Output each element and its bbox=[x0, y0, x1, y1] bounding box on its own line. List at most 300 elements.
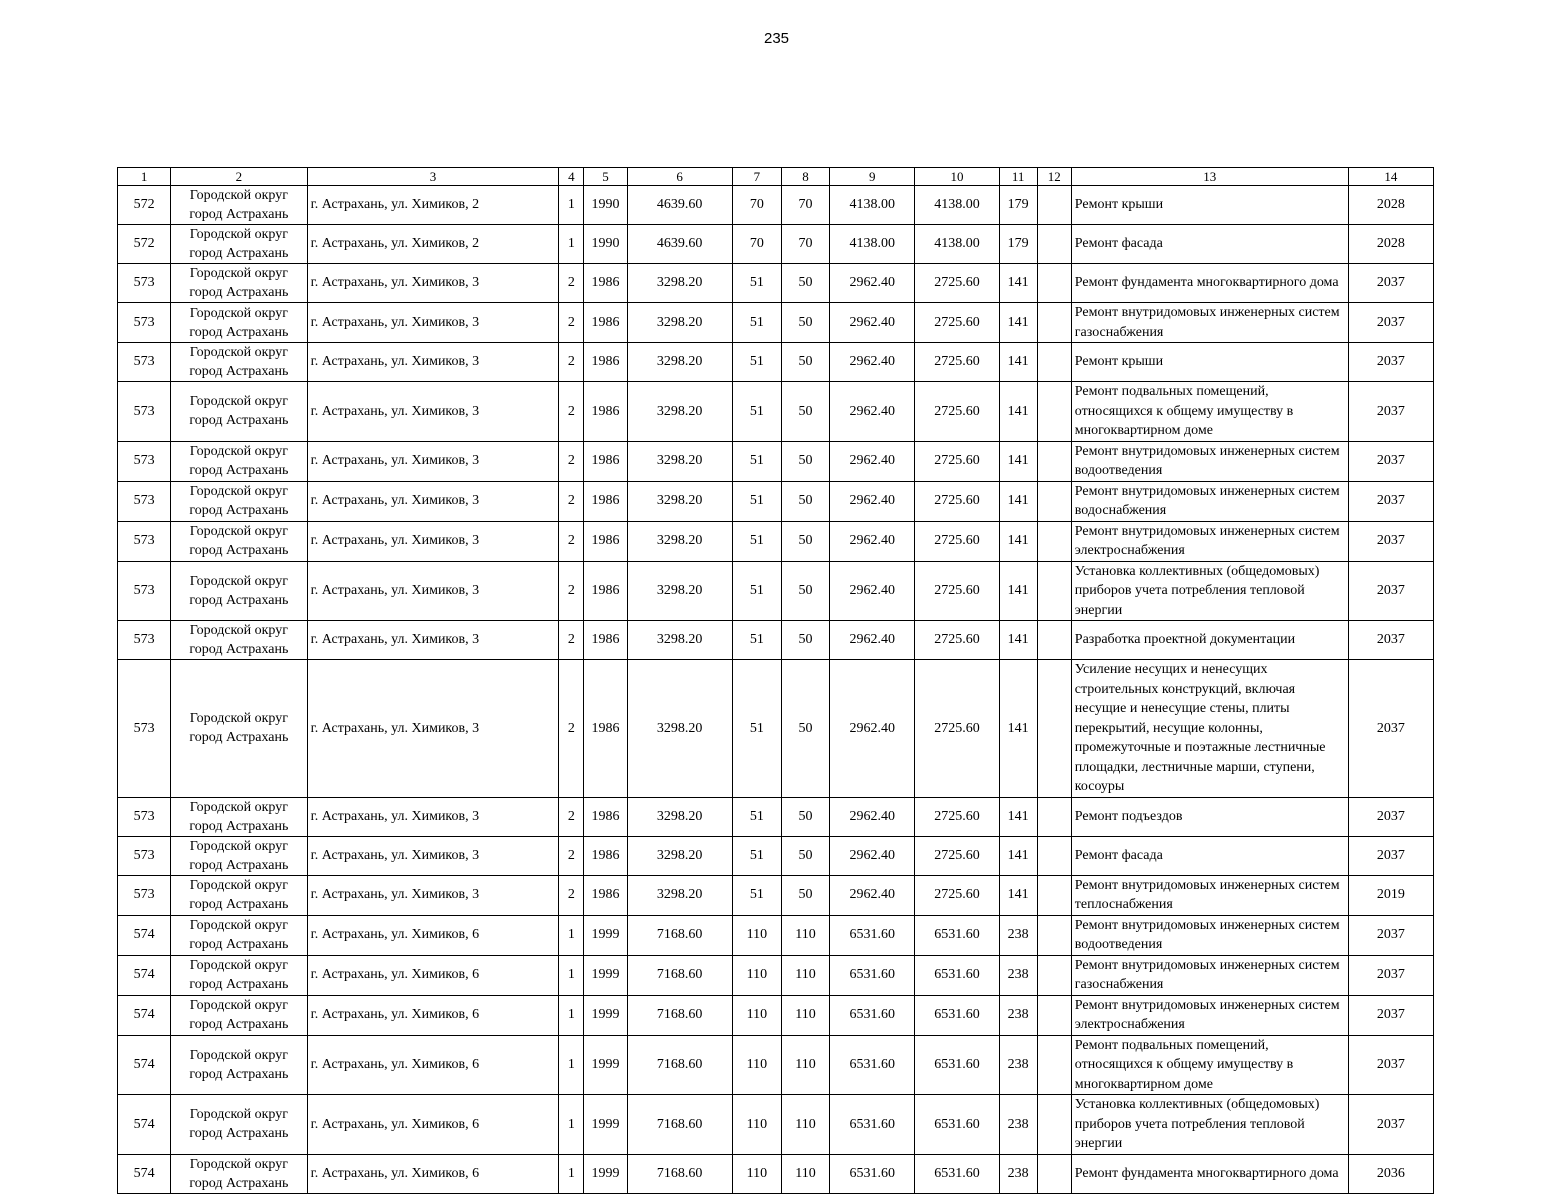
capital-repair-table bbox=[117, 167, 1434, 1194]
col-apartments: 70 bbox=[732, 225, 781, 264]
col-number: 573 bbox=[118, 441, 171, 481]
col-floors: 1 bbox=[559, 915, 584, 955]
col-number: 573 bbox=[118, 521, 171, 561]
col-area-living: 2962.40 bbox=[830, 836, 915, 875]
col-area-living: 2962.40 bbox=[830, 875, 915, 915]
col-area-living: 2962.40 bbox=[830, 797, 915, 836]
col-address: г. Астрахань, ул. Химиков, 3 bbox=[307, 521, 559, 561]
col-count: 141 bbox=[999, 875, 1037, 915]
col-year: 1986 bbox=[584, 836, 627, 875]
table-row bbox=[118, 955, 1434, 995]
col-residents: 50 bbox=[781, 875, 829, 915]
col-work-type: Ремонт подвальных помещений, относящихся к общему имуществу в многоквартирном доме bbox=[1071, 1035, 1348, 1095]
col-area-residential: 2725.60 bbox=[915, 343, 999, 382]
col-municipality: Городской округ город Астрахань bbox=[171, 264, 307, 303]
col-floors: 1 bbox=[559, 955, 584, 995]
col-area-total: 4639.60 bbox=[627, 225, 732, 264]
col-apartments: 110 bbox=[732, 915, 781, 955]
col-address: г. Астрахань, ул. Химиков, 3 bbox=[307, 343, 559, 382]
col-plan-year: 2037 bbox=[1348, 343, 1433, 382]
col-work-type: Ремонт внутридомовых инженерных систем газоснабжения bbox=[1071, 955, 1348, 995]
col-floors: 2 bbox=[559, 303, 584, 343]
col-count: 238 bbox=[999, 1154, 1037, 1193]
table-row bbox=[118, 1154, 1434, 1193]
header-cell-10: 10 bbox=[915, 168, 999, 186]
col-residents: 50 bbox=[781, 343, 829, 382]
col-municipality: Городской округ город Астрахань bbox=[171, 382, 307, 442]
col-plan-year: 2037 bbox=[1348, 955, 1433, 995]
col-residents: 110 bbox=[781, 1154, 829, 1193]
table-header bbox=[118, 168, 1434, 186]
header-cell-3: 3 bbox=[307, 168, 559, 186]
col-municipality: Городской округ город Астрахань bbox=[171, 521, 307, 561]
col-address: г. Астрахань, ул. Химиков, 6 bbox=[307, 915, 559, 955]
col-residents: 50 bbox=[781, 621, 829, 660]
col-year: 1999 bbox=[584, 955, 627, 995]
col-municipality: Городской округ город Астрахань bbox=[171, 1095, 307, 1155]
col-address: г. Астрахань, ул. Химиков, 3 bbox=[307, 481, 559, 521]
col-municipality: Городской округ город Астрахань bbox=[171, 225, 307, 264]
table-row bbox=[118, 660, 1434, 798]
col-address: г. Астрахань, ул. Химиков, 3 bbox=[307, 382, 559, 442]
col-apartments: 51 bbox=[732, 797, 781, 836]
table-row bbox=[118, 186, 1434, 225]
header-row bbox=[118, 168, 1434, 186]
col-area-total: 7168.60 bbox=[627, 1035, 732, 1095]
col-plan-year: 2037 bbox=[1348, 264, 1433, 303]
col-number: 573 bbox=[118, 561, 171, 621]
page-number: 235 bbox=[763, 30, 790, 47]
col-municipality: Городской округ город Астрахань bbox=[171, 621, 307, 660]
col-work-type: Ремонт фундамента многоквартирного дома bbox=[1071, 1154, 1348, 1193]
col-apartments: 51 bbox=[732, 303, 781, 343]
header-cell-4: 4 bbox=[559, 168, 584, 186]
header-cell-11: 11 bbox=[999, 168, 1037, 186]
col-count: 179 bbox=[999, 225, 1037, 264]
col-floors: 2 bbox=[559, 836, 584, 875]
col-residents: 50 bbox=[781, 481, 829, 521]
col-number: 574 bbox=[118, 1095, 171, 1155]
col-year: 1986 bbox=[584, 660, 627, 798]
col-number: 574 bbox=[118, 955, 171, 995]
col-number: 573 bbox=[118, 343, 171, 382]
col-area-total: 3298.20 bbox=[627, 441, 732, 481]
col-area-total: 3298.20 bbox=[627, 521, 732, 561]
col-12 bbox=[1037, 186, 1071, 225]
col-plan-year: 2037 bbox=[1348, 441, 1433, 481]
col-area-living: 2962.40 bbox=[830, 343, 915, 382]
col-apartments: 51 bbox=[732, 875, 781, 915]
col-area-total: 3298.20 bbox=[627, 797, 732, 836]
col-area-living: 6531.60 bbox=[830, 955, 915, 995]
col-floors: 2 bbox=[559, 481, 584, 521]
col-year: 1986 bbox=[584, 621, 627, 660]
col-12 bbox=[1037, 836, 1071, 875]
col-area-living: 6531.60 bbox=[830, 1154, 915, 1193]
col-floors: 2 bbox=[559, 660, 584, 798]
table-row bbox=[118, 441, 1434, 481]
col-work-type: Ремонт внутридомовых инженерных систем водоотведения bbox=[1071, 441, 1348, 481]
col-area-residential: 6531.60 bbox=[915, 1035, 999, 1095]
col-work-type: Ремонт внутридомовых инженерных систем газоснабжения bbox=[1071, 303, 1348, 343]
col-address: г. Астрахань, ул. Химиков, 3 bbox=[307, 621, 559, 660]
col-area-residential: 2725.60 bbox=[915, 836, 999, 875]
col-area-total: 3298.20 bbox=[627, 660, 732, 798]
col-count: 238 bbox=[999, 1035, 1037, 1095]
col-number: 573 bbox=[118, 481, 171, 521]
col-12 bbox=[1037, 521, 1071, 561]
col-municipality: Городской округ город Астрахань bbox=[171, 995, 307, 1035]
col-apartments: 51 bbox=[732, 343, 781, 382]
col-address: г. Астрахань, ул. Химиков, 2 bbox=[307, 186, 559, 225]
col-year: 1986 bbox=[584, 303, 627, 343]
col-area-total: 3298.20 bbox=[627, 621, 732, 660]
col-count: 141 bbox=[999, 382, 1037, 442]
col-plan-year: 2037 bbox=[1348, 1095, 1433, 1155]
col-floors: 1 bbox=[559, 225, 584, 264]
col-area-living: 2962.40 bbox=[830, 441, 915, 481]
col-year: 1990 bbox=[584, 225, 627, 264]
col-area-total: 7168.60 bbox=[627, 995, 732, 1035]
col-work-type: Ремонт внутридомовых инженерных систем теплоснабжения bbox=[1071, 875, 1348, 915]
table-row bbox=[118, 561, 1434, 621]
table-row bbox=[118, 995, 1434, 1035]
col-floors: 2 bbox=[559, 382, 584, 442]
col-apartments: 51 bbox=[732, 836, 781, 875]
col-address: г. Астрахань, ул. Химиков, 3 bbox=[307, 303, 559, 343]
col-count: 141 bbox=[999, 561, 1037, 621]
col-number: 574 bbox=[118, 915, 171, 955]
col-number: 573 bbox=[118, 382, 171, 442]
col-area-total: 3298.20 bbox=[627, 382, 732, 442]
header-cell-5: 5 bbox=[584, 168, 627, 186]
col-address: г. Астрахань, ул. Химиков, 6 bbox=[307, 1095, 559, 1155]
header-cell-6: 6 bbox=[627, 168, 732, 186]
col-area-total: 3298.20 bbox=[627, 264, 732, 303]
col-address: г. Астрахань, ул. Химиков, 3 bbox=[307, 660, 559, 798]
col-apartments: 110 bbox=[732, 1095, 781, 1155]
col-12 bbox=[1037, 382, 1071, 442]
col-municipality: Городской округ город Астрахань bbox=[171, 561, 307, 621]
col-plan-year: 2037 bbox=[1348, 303, 1433, 343]
col-12 bbox=[1037, 1035, 1071, 1095]
col-count: 141 bbox=[999, 343, 1037, 382]
col-floors: 1 bbox=[559, 186, 584, 225]
col-area-living: 6531.60 bbox=[830, 915, 915, 955]
col-floors: 1 bbox=[559, 1154, 584, 1193]
col-area-total: 3298.20 bbox=[627, 303, 732, 343]
col-municipality: Городской округ город Астрахань bbox=[171, 836, 307, 875]
col-municipality: Городской округ город Астрахань bbox=[171, 303, 307, 343]
col-year: 1986 bbox=[584, 521, 627, 561]
table-row bbox=[118, 225, 1434, 264]
col-residents: 50 bbox=[781, 303, 829, 343]
col-year: 1986 bbox=[584, 561, 627, 621]
col-work-type: Ремонт внутридомовых инженерных систем водоснабжения bbox=[1071, 481, 1348, 521]
col-area-living: 2962.40 bbox=[830, 660, 915, 798]
col-area-residential: 2725.60 bbox=[915, 561, 999, 621]
col-number: 573 bbox=[118, 621, 171, 660]
table-row bbox=[118, 836, 1434, 875]
col-count: 141 bbox=[999, 481, 1037, 521]
col-work-type: Ремонт внутридомовых инженерных систем водоотведения bbox=[1071, 915, 1348, 955]
col-apartments: 110 bbox=[732, 995, 781, 1035]
col-count: 141 bbox=[999, 660, 1037, 798]
col-work-type: Ремонт фасада bbox=[1071, 225, 1348, 264]
col-municipality: Городской округ город Астрахань bbox=[171, 797, 307, 836]
col-residents: 50 bbox=[781, 660, 829, 798]
col-municipality: Городской округ город Астрахань bbox=[171, 441, 307, 481]
col-year: 1999 bbox=[584, 995, 627, 1035]
col-apartments: 110 bbox=[732, 955, 781, 995]
col-work-type: Ремонт фасада bbox=[1071, 836, 1348, 875]
col-number: 573 bbox=[118, 875, 171, 915]
col-plan-year: 2037 bbox=[1348, 621, 1433, 660]
col-area-residential: 6531.60 bbox=[915, 995, 999, 1035]
col-area-residential: 6531.60 bbox=[915, 1154, 999, 1193]
col-12 bbox=[1037, 995, 1071, 1035]
col-work-type: Ремонт внутридомовых инженерных систем электроснабжения bbox=[1071, 521, 1348, 561]
col-area-residential: 2725.60 bbox=[915, 382, 999, 442]
col-apartments: 110 bbox=[732, 1035, 781, 1095]
col-area-residential: 2725.60 bbox=[915, 660, 999, 798]
col-year: 1999 bbox=[584, 1095, 627, 1155]
table-row bbox=[118, 264, 1434, 303]
col-12 bbox=[1037, 561, 1071, 621]
col-number: 572 bbox=[118, 186, 171, 225]
col-12 bbox=[1037, 1095, 1071, 1155]
col-address: г. Астрахань, ул. Химиков, 2 bbox=[307, 225, 559, 264]
col-number: 574 bbox=[118, 1154, 171, 1193]
col-municipality: Городской округ город Астрахань bbox=[171, 1154, 307, 1193]
col-plan-year: 2037 bbox=[1348, 797, 1433, 836]
col-apartments: 51 bbox=[732, 621, 781, 660]
col-number: 573 bbox=[118, 836, 171, 875]
col-12 bbox=[1037, 660, 1071, 798]
col-area-total: 3298.20 bbox=[627, 343, 732, 382]
col-municipality: Городской округ город Астрахань bbox=[171, 481, 307, 521]
col-12 bbox=[1037, 955, 1071, 995]
table-row bbox=[118, 303, 1434, 343]
col-municipality: Городской округ город Астрахань bbox=[171, 660, 307, 798]
col-count: 238 bbox=[999, 995, 1037, 1035]
col-area-total: 3298.20 bbox=[627, 481, 732, 521]
col-work-type: Разработка проектной документации bbox=[1071, 621, 1348, 660]
col-area-residential: 2725.60 bbox=[915, 797, 999, 836]
col-number: 573 bbox=[118, 264, 171, 303]
col-area-living: 2962.40 bbox=[830, 382, 915, 442]
col-plan-year: 2037 bbox=[1348, 836, 1433, 875]
col-residents: 50 bbox=[781, 797, 829, 836]
col-year: 1986 bbox=[584, 264, 627, 303]
col-area-residential: 2725.60 bbox=[915, 303, 999, 343]
col-number: 574 bbox=[118, 995, 171, 1035]
col-address: г. Астрахань, ул. Химиков, 3 bbox=[307, 264, 559, 303]
col-year: 1999 bbox=[584, 1154, 627, 1193]
col-12 bbox=[1037, 915, 1071, 955]
header-cell-12: 12 bbox=[1037, 168, 1071, 186]
col-number: 573 bbox=[118, 303, 171, 343]
col-year: 1986 bbox=[584, 797, 627, 836]
col-year: 1986 bbox=[584, 382, 627, 442]
col-year: 1986 bbox=[584, 875, 627, 915]
col-plan-year: 2028 bbox=[1348, 225, 1433, 264]
col-residents: 110 bbox=[781, 995, 829, 1035]
col-area-residential: 4138.00 bbox=[915, 186, 999, 225]
col-number: 573 bbox=[118, 660, 171, 798]
col-year: 1999 bbox=[584, 1035, 627, 1095]
col-apartments: 110 bbox=[732, 1154, 781, 1193]
header-cell-9: 9 bbox=[830, 168, 915, 186]
col-floors: 1 bbox=[559, 995, 584, 1035]
col-year: 1990 bbox=[584, 186, 627, 225]
col-floors: 2 bbox=[559, 621, 584, 660]
col-area-living: 2962.40 bbox=[830, 303, 915, 343]
col-work-type: Ремонт подъездов bbox=[1071, 797, 1348, 836]
col-year: 1986 bbox=[584, 441, 627, 481]
col-12 bbox=[1037, 1154, 1071, 1193]
col-count: 179 bbox=[999, 186, 1037, 225]
table-row bbox=[118, 621, 1434, 660]
table-row bbox=[118, 343, 1434, 382]
col-floors: 2 bbox=[559, 264, 584, 303]
col-floors: 2 bbox=[559, 343, 584, 382]
header-cell-13: 13 bbox=[1071, 168, 1348, 186]
col-plan-year: 2028 bbox=[1348, 186, 1433, 225]
col-12 bbox=[1037, 264, 1071, 303]
col-count: 141 bbox=[999, 797, 1037, 836]
col-12 bbox=[1037, 225, 1071, 264]
col-plan-year: 2037 bbox=[1348, 995, 1433, 1035]
col-residents: 50 bbox=[781, 836, 829, 875]
header-cell-14: 14 bbox=[1348, 168, 1433, 186]
col-address: г. Астрахань, ул. Химиков, 3 bbox=[307, 836, 559, 875]
col-apartments: 51 bbox=[732, 561, 781, 621]
col-area-total: 7168.60 bbox=[627, 915, 732, 955]
col-12 bbox=[1037, 875, 1071, 915]
col-address: г. Астрахань, ул. Химиков, 6 bbox=[307, 1035, 559, 1095]
table-row bbox=[118, 915, 1434, 955]
col-residents: 110 bbox=[781, 1095, 829, 1155]
col-area-residential: 2725.60 bbox=[915, 264, 999, 303]
col-plan-year: 2037 bbox=[1348, 915, 1433, 955]
col-floors: 2 bbox=[559, 561, 584, 621]
col-municipality: Городской округ город Астрахань bbox=[171, 955, 307, 995]
col-12 bbox=[1037, 481, 1071, 521]
col-plan-year: 2037 bbox=[1348, 561, 1433, 621]
col-area-living: 4138.00 bbox=[830, 225, 915, 264]
col-count: 238 bbox=[999, 1095, 1037, 1155]
col-address: г. Астрахань, ул. Химиков, 6 bbox=[307, 1154, 559, 1193]
col-work-type: Ремонт внутридомовых инженерных систем электроснабжения bbox=[1071, 995, 1348, 1035]
table-body bbox=[118, 186, 1434, 1194]
col-area-total: 3298.20 bbox=[627, 875, 732, 915]
col-municipality: Городской округ город Астрахань bbox=[171, 875, 307, 915]
table-row bbox=[118, 382, 1434, 442]
col-area-total: 3298.20 bbox=[627, 561, 732, 621]
col-area-living: 6531.60 bbox=[830, 1035, 915, 1095]
col-plan-year: 2037 bbox=[1348, 1035, 1433, 1095]
col-work-type: Установка коллективных (общедомовых) приборов учета потребления тепловой энергии bbox=[1071, 1095, 1348, 1155]
col-address: г. Астрахань, ул. Химиков, 6 bbox=[307, 955, 559, 995]
col-12 bbox=[1037, 441, 1071, 481]
col-apartments: 51 bbox=[732, 264, 781, 303]
col-municipality: Городской округ город Астрахань bbox=[171, 915, 307, 955]
col-address: г. Астрахань, ул. Химиков, 3 bbox=[307, 561, 559, 621]
table-row bbox=[118, 521, 1434, 561]
col-area-residential: 2725.60 bbox=[915, 481, 999, 521]
col-area-living: 2962.40 bbox=[830, 621, 915, 660]
col-residents: 50 bbox=[781, 521, 829, 561]
col-count: 141 bbox=[999, 303, 1037, 343]
col-address: г. Астрахань, ул. Химиков, 3 bbox=[307, 797, 559, 836]
col-apartments: 51 bbox=[732, 441, 781, 481]
col-area-total: 7168.60 bbox=[627, 1154, 732, 1193]
col-area-living: 6531.60 bbox=[830, 1095, 915, 1155]
col-floors: 2 bbox=[559, 875, 584, 915]
col-address: г. Астрахань, ул. Химиков, 3 bbox=[307, 441, 559, 481]
col-year: 1999 bbox=[584, 915, 627, 955]
header-cell-2: 2 bbox=[171, 168, 307, 186]
header-cell-7: 7 bbox=[732, 168, 781, 186]
col-area-total: 4639.60 bbox=[627, 186, 732, 225]
col-area-total: 7168.60 bbox=[627, 955, 732, 995]
col-area-living: 6531.60 bbox=[830, 995, 915, 1035]
col-area-living: 2962.40 bbox=[830, 481, 915, 521]
col-floors: 2 bbox=[559, 521, 584, 561]
col-area-residential: 2725.60 bbox=[915, 441, 999, 481]
col-year: 1986 bbox=[584, 343, 627, 382]
table-row bbox=[118, 797, 1434, 836]
col-12 bbox=[1037, 621, 1071, 660]
col-apartments: 51 bbox=[732, 382, 781, 442]
col-area-residential: 2725.60 bbox=[915, 521, 999, 561]
col-count: 141 bbox=[999, 264, 1037, 303]
col-apartments: 51 bbox=[732, 481, 781, 521]
col-year: 1986 bbox=[584, 481, 627, 521]
col-number: 572 bbox=[118, 225, 171, 264]
col-address: г. Астрахань, ул. Химиков, 6 bbox=[307, 995, 559, 1035]
col-area-residential: 4138.00 bbox=[915, 225, 999, 264]
col-plan-year: 2037 bbox=[1348, 521, 1433, 561]
col-residents: 110 bbox=[781, 1035, 829, 1095]
col-area-residential: 2725.60 bbox=[915, 621, 999, 660]
col-count: 141 bbox=[999, 441, 1037, 481]
col-number: 573 bbox=[118, 797, 171, 836]
col-residents: 50 bbox=[781, 264, 829, 303]
table-row bbox=[118, 481, 1434, 521]
col-residents: 50 bbox=[781, 441, 829, 481]
col-plan-year: 2019 bbox=[1348, 875, 1433, 915]
col-residents: 110 bbox=[781, 915, 829, 955]
col-area-residential: 6531.60 bbox=[915, 955, 999, 995]
table-row bbox=[118, 875, 1434, 915]
col-count: 238 bbox=[999, 955, 1037, 995]
col-12 bbox=[1037, 797, 1071, 836]
header-cell-8: 8 bbox=[781, 168, 829, 186]
col-apartments: 51 bbox=[732, 521, 781, 561]
col-apartments: 51 bbox=[732, 660, 781, 798]
col-area-residential: 6531.60 bbox=[915, 915, 999, 955]
col-area-total: 3298.20 bbox=[627, 836, 732, 875]
col-area-residential: 2725.60 bbox=[915, 875, 999, 915]
col-plan-year: 2037 bbox=[1348, 382, 1433, 442]
col-area-living: 2962.40 bbox=[830, 521, 915, 561]
col-number: 574 bbox=[118, 1035, 171, 1095]
col-residents: 70 bbox=[781, 186, 829, 225]
col-work-type: Установка коллективных (общедомовых) приборов учета потребления тепловой энергии bbox=[1071, 561, 1348, 621]
col-address: г. Астрахань, ул. Химиков, 3 bbox=[307, 875, 559, 915]
